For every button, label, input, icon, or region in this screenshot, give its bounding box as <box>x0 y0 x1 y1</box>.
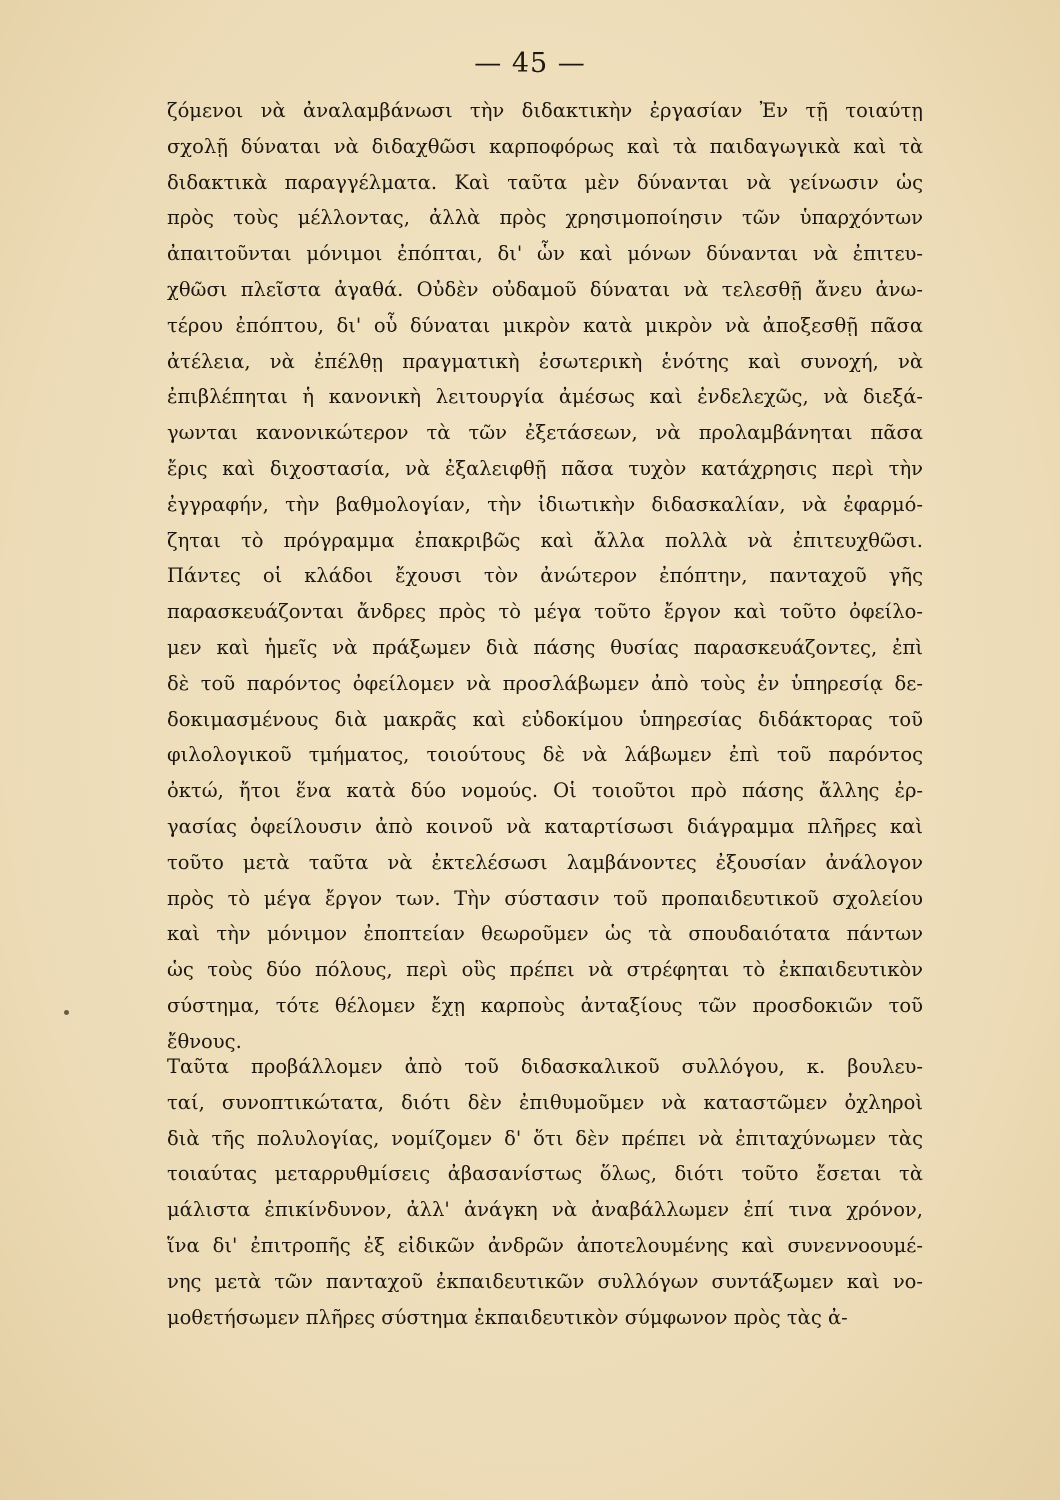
text-line: φιλολογικοῦ τμήματος, τοιούτους δὲ νὰ λάβωμεν ἐπὶ τοῦ παρόντος <box>167 743 923 767</box>
page-number: — 45 — <box>474 48 586 79</box>
text-line: τοῦτο μετὰ ταῦτα νὰ ἐκτελέσωσι λαμβάνοντες ἐξουσίαν ἀνάλογον <box>167 850 923 874</box>
text-line: ἀπαιτοῦνται μόνιμοι ἐπόπται, δι' ὧν καὶ μόνων δύνανται νὰ ἐπιτευ- <box>167 242 923 266</box>
text-line: ταί, συνοπτικώτατα, διότι δὲν ἐπιθυμοῦμεν νὰ καταστῶμεν ὀχληροὶ <box>167 1090 923 1114</box>
text-line: σύστημα, τότε θέλομεν ἔχῃ καρποὺς ἀνταξίους τῶν προσδοκιῶν τοῦ <box>167 993 923 1017</box>
text-line: ἔθνους. <box>167 1029 242 1053</box>
text-line: ὀκτώ, ἤτοι ἕνα κατὰ δύο νομούς. Οἱ τοιοῦτοι πρὸ πάσης ἄλλης ἐρ- <box>167 779 923 803</box>
text-line: διὰ τῆς πολυλογίας, νομίζομεν δ' ὅτι δὲν πρέπει νὰ ἐπιταχύνωμεν τὰς <box>167 1126 923 1150</box>
text-line: διδακτικὰ παραγγέλματα. Καὶ ταῦτα μὲν δύνανται νὰ γείνωσιν ὡς <box>167 170 923 194</box>
text-line: γωνται κανονικώτερον τὰ τῶν ἐξετάσεων, νὰ προλαμβάνηται πᾶσα <box>167 421 923 445</box>
paragraph-2 <box>167 1049 923 1335</box>
text-line: μάλιστα ἐπικίνδυνον, ἀλλ' ἀνάγκη νὰ ἀναβάλλωμεν ἐπί τινα χρόνον, <box>167 1198 923 1222</box>
text-line: ἐπιβλέπηται ἡ κανονικὴ λειτουργία ἀμέσως καὶ ἐνδελεχῶς, νὰ διεξά- <box>167 385 923 409</box>
text-line: παρασκευάζονται ἄνδρες πρὸς τὸ μέγα τοῦτο ἔργον καὶ τοῦτο ὀφείλο- <box>167 600 923 624</box>
text-line: ὡς τοὺς δύο πόλους, περὶ οὓς πρέπει νὰ στρέφηται τὸ ἐκπαιδευτικὸν <box>167 958 923 982</box>
text-line: Ταῦτα προβάλλομεν ἀπὸ τοῦ διδασκαλικοῦ συλλόγου, κ. βουλευ- <box>167 1055 923 1078</box>
text-line: ἀτέλεια, νὰ ἐπέλθῃ πραγματικὴ ἐσωτερικὴ ἑνότης καὶ συνοχή, νὰ <box>167 349 923 373</box>
text-line: μεν καὶ ἡμεῖς νὰ πράξωμεν διὰ πάσης θυσίας παρασκευάζοντες, ἐπὶ <box>167 635 923 659</box>
text-line: τέρου ἐπόπτου, δι' οὗ δύναται μικρὸν κατὰ μικρὸν νὰ ἀποξεσθῇ πᾶσα <box>167 313 923 337</box>
text-line: γασίας ὀφείλουσιν ἀπὸ κοινοῦ νὰ καταρτίσωσι διάγραμμα πλῆρες καὶ <box>167 814 923 838</box>
text-line: σχολῇ δύναται νὰ διδαχθῶσι καρποφόρως καὶ τὰ παιδαγωγικὰ καὶ τὰ <box>167 134 923 158</box>
text-line: Πάντες οἱ κλάδοι ἔχουσι τὸν ἀνώτερον ἐπόπτην, πανταχοῦ γῆς <box>167 564 923 588</box>
text-line: νης μετὰ τῶν πανταχοῦ ἐκπαιδευτικῶν συλλόγων συντάξωμεν καὶ νο- <box>167 1269 923 1293</box>
text-line: μοθετήσωμεν πλῆρες σύστημα ἐκπαιδευτικὸν σύμφωνον πρὸς τὰς ἀ- <box>167 1305 848 1329</box>
text-line: δὲ τοῦ παρόντος ὀφείλομεν νὰ προσλάβωμεν ἀπὸ τοὺς ἐν ὑπηρεσίᾳ δε- <box>167 671 923 695</box>
text-line: δοκιμασμένους διὰ μακρᾶς καὶ εὐδοκίμου ὑπηρεσίας διδάκτορας τοῦ <box>167 707 923 731</box>
text-line: ἔρις καὶ διχοστασία, νὰ ἐξαλειφθῇ πᾶσα τυχὸν κατάχρησις περὶ τὴν <box>167 456 923 480</box>
text-line: καὶ τὴν μόνιμον ἐποπτείαν θεωροῦμεν ὡς τὰ σπουδαιότατα πάντων <box>167 922 923 946</box>
text-line: ἐγγραφήν, τὴν βαθμολογίαν, τὴν ἰδιωτικὴν διδασκαλίαν, νὰ ἐφαρμό- <box>167 492 923 516</box>
margin-mark <box>64 1010 69 1015</box>
text-line: ζόμενοι νὰ ἀναλαμβάνωσι τὴν διδακτικὴν ἐργασίαν Ἐν τῇ τοιαύτῃ <box>167 99 923 122</box>
text-line: ζηται τὸ πρόγραμμα ἐπακριβῶς καὶ ἄλλα πολλὰ νὰ ἐπιτευχθῶσι. <box>167 528 923 552</box>
text-line: πρὸς τὸ μέγα ἔργον των. Τὴν σύστασιν τοῦ προπαιδευτικοῦ σχολείου <box>167 886 923 910</box>
text-line: τοιαύτας μεταρρυθμίσεις ἀβασανίστως ὅλως, διότι τοῦτο ἔσεται τὰ <box>167 1162 923 1186</box>
text-line: ἵνα δι' ἐπιτροπῆς ἐξ εἰδικῶν ἀνδρῶν ἀποτελουμένης καὶ συνεννοουμέ- <box>167 1233 923 1257</box>
text-line: χθῶσι πλεῖστα ἀγαθά. Οὐδὲν οὐδαμοῦ δύναται νὰ τελεσθῇ ἄνευ ἀνω- <box>167 277 923 301</box>
paragraph-1 <box>167 93 923 1060</box>
text-line: πρὸς τοὺς μέλλοντας, ἀλλὰ πρὸς χρησιμοποίησιν τῶν ὑπαρχόντων <box>167 206 923 230</box>
